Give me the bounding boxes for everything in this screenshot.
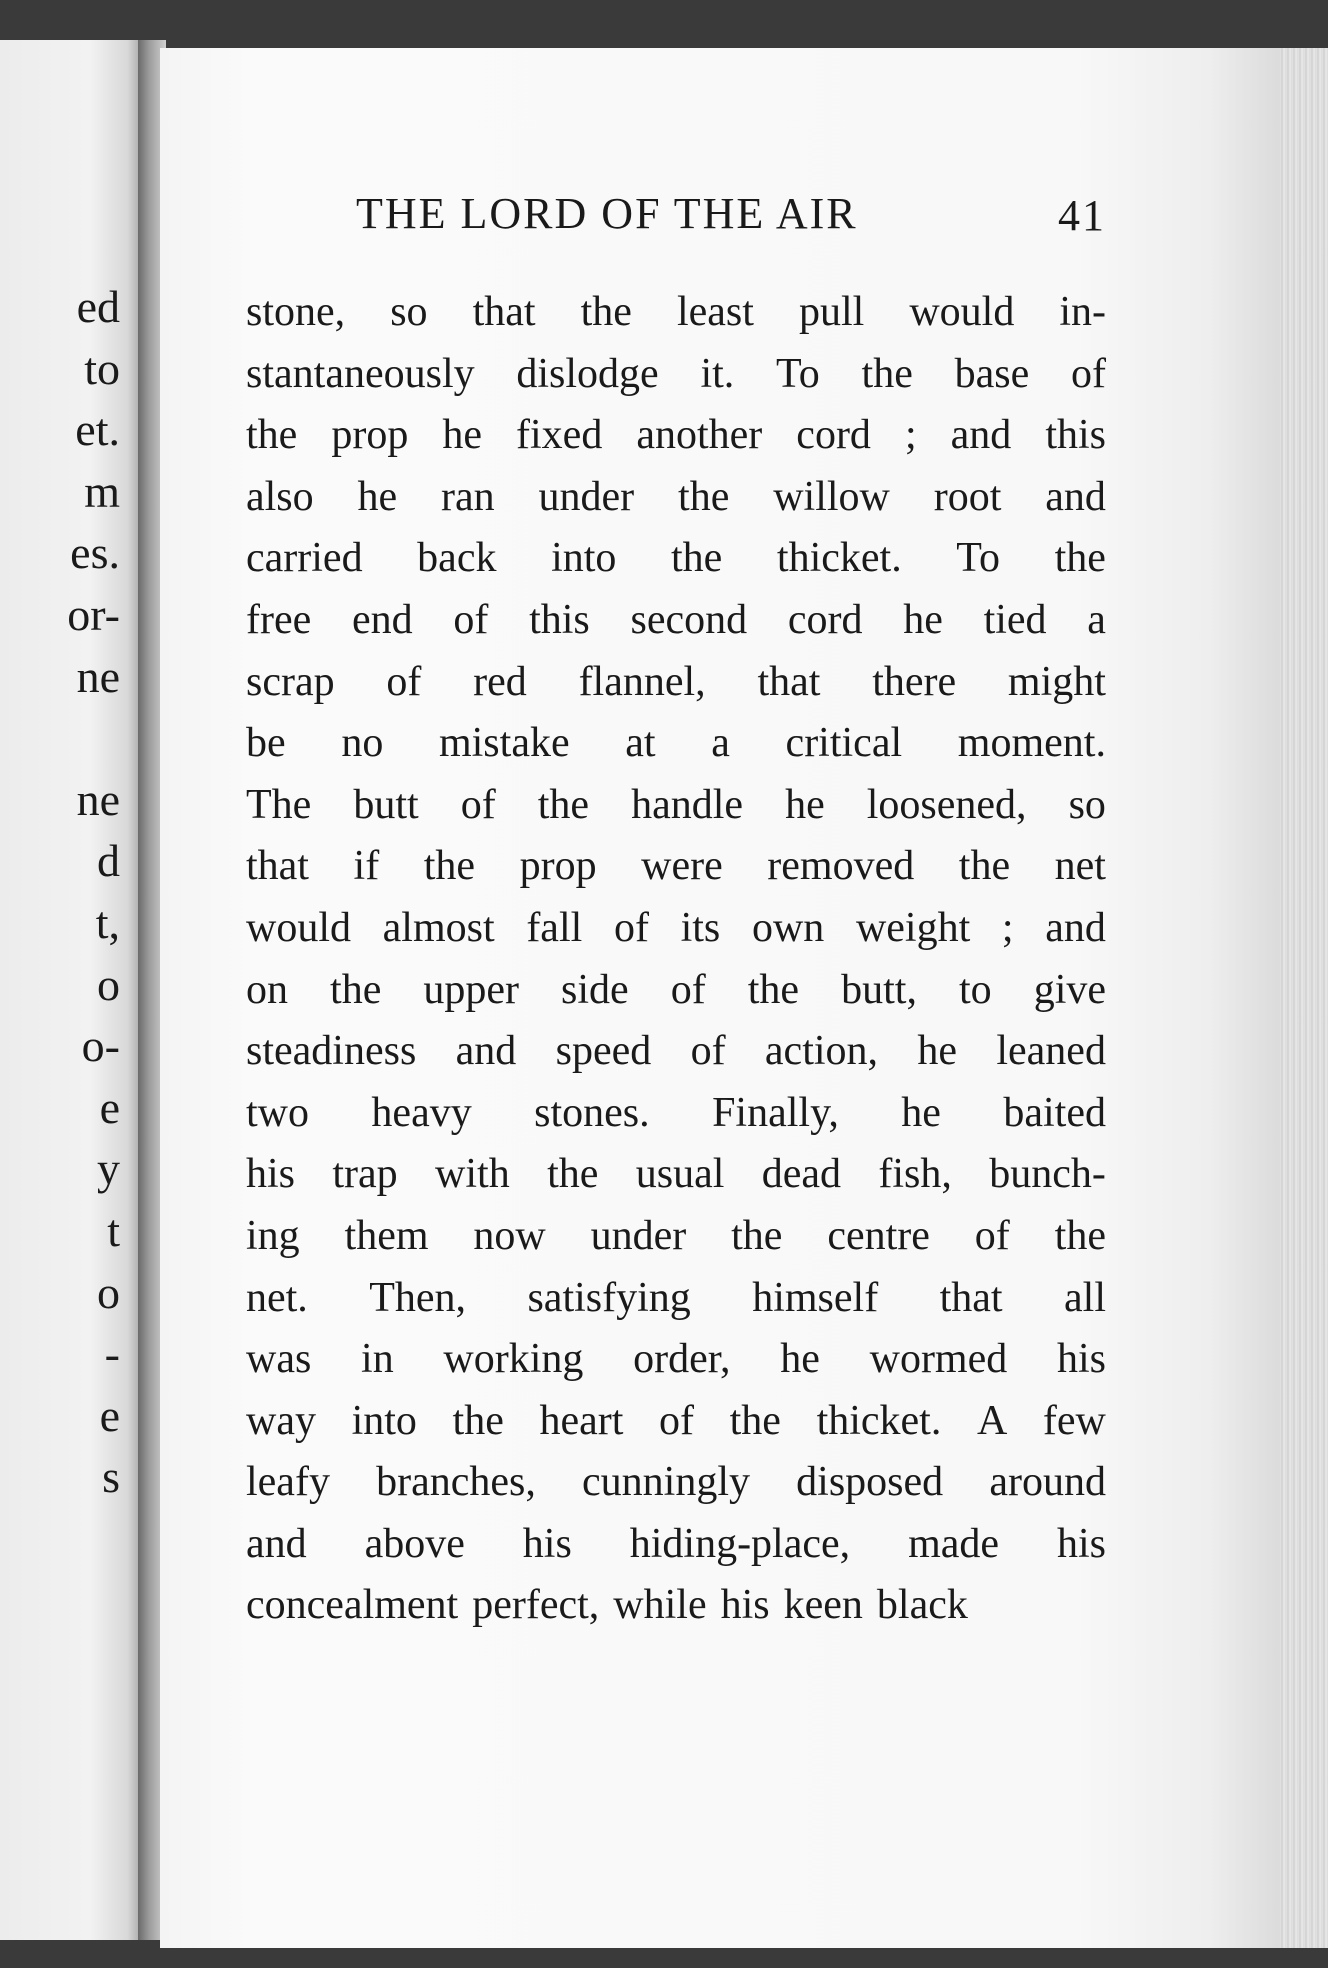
word: a [1087, 596, 1106, 643]
word: the [747, 966, 800, 1013]
word: action, [764, 1028, 879, 1075]
word: this [529, 596, 590, 643]
word: side [561, 966, 629, 1013]
word: his [246, 1151, 296, 1198]
word: it. [700, 350, 735, 397]
left-page-fragment: m [84, 465, 120, 517]
text-line [246, 405, 1106, 467]
text-line [246, 960, 1106, 1022]
word: flannel, [578, 658, 706, 705]
word: in [361, 1336, 394, 1383]
word: disposed [796, 1459, 944, 1506]
word: would [246, 904, 351, 951]
word: so [390, 289, 428, 335]
word: ran [441, 473, 495, 520]
word: stone, [246, 289, 346, 335]
word: base [954, 350, 1030, 397]
left-page-fragment: - [104, 1328, 120, 1380]
word: under [590, 1212, 687, 1259]
word: root [933, 473, 1002, 520]
word: the [580, 289, 632, 335]
word: trap [332, 1151, 398, 1198]
text-line [246, 1514, 1106, 1576]
word: dead [761, 1151, 842, 1198]
word: he [357, 473, 398, 520]
text-line [246, 1268, 1106, 1330]
running-head [356, 188, 1116, 248]
text-line [246, 1083, 1106, 1145]
text-line [246, 898, 1106, 960]
word: of [460, 781, 496, 828]
word: he [901, 1089, 941, 1136]
word: of [690, 1028, 726, 1075]
text-line [246, 836, 1106, 898]
word: and [246, 1520, 307, 1567]
word: into [551, 535, 617, 582]
text-line [246, 344, 1106, 406]
word: Finally, [712, 1089, 839, 1136]
word: he [785, 781, 825, 828]
left-page-fragment [0, 1508, 120, 1570]
word: with [435, 1151, 510, 1198]
word: willow [773, 473, 890, 520]
word: thicket. [816, 1397, 942, 1444]
word: dislodge [516, 350, 659, 397]
word: so [1068, 781, 1106, 828]
word: the [452, 1397, 504, 1444]
left-page-fragment [0, 1569, 120, 1631]
word: butt [353, 781, 419, 828]
text-line [246, 1144, 1106, 1206]
left-page-text-fragments [0, 276, 120, 1631]
word: heavy [371, 1089, 472, 1136]
word: weight [855, 904, 971, 951]
left-page-fragment: ne [76, 650, 120, 702]
word: he [917, 1028, 958, 1075]
running-title: THE LORD OF THE AIR [356, 189, 858, 238]
word: scrap [246, 658, 335, 705]
word: stantaneously [246, 350, 475, 397]
word: ing [246, 1212, 300, 1259]
word: cord [796, 412, 871, 459]
word: red [473, 658, 527, 705]
word: another [636, 412, 763, 459]
left-page-fragment: o [97, 958, 120, 1010]
word: no [341, 720, 384, 767]
word: give [1033, 966, 1106, 1013]
left-page-fragment: o [97, 1266, 120, 1318]
word: speed [555, 1028, 652, 1075]
word: the [423, 843, 476, 890]
text-line [246, 1021, 1106, 1083]
word: he [442, 412, 482, 459]
word: and [1045, 904, 1106, 951]
word: To [956, 535, 1001, 582]
page-number: 41 [1058, 191, 1106, 240]
word: second [630, 596, 748, 643]
word: moment. [957, 720, 1106, 767]
word: way [246, 1397, 316, 1444]
word: himself [752, 1274, 879, 1321]
word: prop [331, 412, 409, 459]
word: the [1054, 1212, 1106, 1259]
word: own [751, 904, 825, 951]
word: perfect, [472, 1582, 600, 1629]
word: and [455, 1028, 517, 1075]
word: the [547, 1151, 599, 1198]
word: hiding-place, [629, 1520, 851, 1567]
word: were [641, 843, 723, 890]
word: ; [904, 412, 917, 459]
word: also [246, 473, 314, 520]
text-line [246, 282, 1106, 344]
word: his [1056, 1336, 1106, 1383]
body-text [246, 282, 1106, 1637]
word: bunch- [989, 1151, 1106, 1198]
word: handle [631, 781, 744, 828]
word: to [958, 966, 992, 1013]
word: and [950, 412, 1012, 459]
word: butt, [841, 966, 917, 1013]
word: of [659, 1397, 695, 1444]
text-line [246, 467, 1106, 529]
word: into [351, 1397, 417, 1444]
word: the [861, 350, 913, 397]
word: the [1054, 535, 1106, 582]
word: of [453, 596, 489, 643]
word: A [976, 1397, 1008, 1444]
word: fixed [516, 412, 603, 459]
word: all [1064, 1274, 1106, 1321]
word: the [330, 966, 382, 1013]
word: he [780, 1336, 820, 1383]
text-line [246, 1391, 1106, 1453]
text-line [246, 652, 1106, 714]
page-edge [1280, 48, 1328, 1948]
word: the [537, 781, 590, 828]
word: heart [539, 1397, 624, 1444]
word: at [625, 720, 656, 767]
word: in- [1059, 289, 1106, 335]
word: them [344, 1212, 429, 1259]
word: centre [827, 1212, 930, 1259]
word: that [757, 658, 821, 705]
left-page-fragment: et. [75, 404, 120, 456]
word: almost [382, 904, 495, 951]
word: loosened, [866, 781, 1027, 828]
word: his [522, 1520, 572, 1567]
left-page-fragment: y [97, 1143, 120, 1195]
text-line [246, 775, 1106, 837]
word: a [711, 720, 730, 767]
word: this [1045, 412, 1106, 459]
word: on [246, 966, 288, 1013]
word: net [1054, 843, 1106, 890]
word: satisfying [527, 1274, 691, 1321]
word: baited [1003, 1089, 1106, 1136]
text-line [246, 590, 1106, 652]
word: made [908, 1520, 1000, 1567]
word: back [417, 535, 497, 582]
left-page-fragment: t, [95, 896, 120, 948]
word: was [246, 1336, 312, 1383]
word: end [351, 596, 413, 643]
word: prop [519, 843, 597, 890]
word: least [676, 289, 754, 335]
word: under [538, 473, 635, 520]
word: leafy [246, 1459, 330, 1506]
word: the [731, 1212, 783, 1259]
word: concealment [246, 1582, 459, 1629]
text-line [246, 713, 1106, 775]
word: that [472, 289, 536, 335]
word: the [678, 473, 730, 520]
word: cunningly [582, 1459, 751, 1506]
word: removed [767, 843, 915, 890]
word: and [1045, 473, 1106, 520]
left-page-fragment: or- [67, 588, 120, 640]
left-page-fragment: es. [70, 527, 120, 579]
left-page-fragment: ne [76, 773, 120, 825]
word: his [1056, 1520, 1106, 1567]
word: The [246, 781, 312, 828]
word: wormed [869, 1336, 1008, 1383]
word: working [443, 1336, 584, 1383]
text-line [246, 1575, 1106, 1637]
left-page-fragment: e [99, 1389, 120, 1441]
word: the [246, 412, 298, 459]
left-page-fragment: d [97, 835, 120, 887]
word: be [246, 720, 286, 767]
text-line [246, 528, 1106, 590]
word: of [386, 658, 422, 705]
word: might [1007, 658, 1106, 705]
left-page-fragment: e [99, 1081, 120, 1133]
word: two [246, 1089, 309, 1136]
word: keen [783, 1582, 863, 1629]
text-line [246, 1329, 1106, 1391]
word: stones. [534, 1089, 650, 1136]
word: of [1070, 350, 1106, 397]
word: black [876, 1582, 968, 1629]
left-page-fragment: o- [81, 1020, 120, 1072]
left-page-fragment [0, 707, 120, 769]
word: fall [526, 904, 583, 951]
word: the [958, 843, 1011, 890]
word: critical [785, 720, 903, 767]
word: of [974, 1212, 1010, 1259]
word: thicket. [776, 535, 902, 582]
word: order, [633, 1336, 731, 1383]
word: tied [983, 596, 1047, 643]
word: To [776, 350, 820, 397]
word: its [680, 904, 721, 951]
word: fish, [878, 1151, 952, 1198]
word: that [939, 1274, 1003, 1321]
word: above [364, 1520, 465, 1567]
word: few [1042, 1397, 1106, 1444]
text-line [246, 1452, 1106, 1514]
word: branches, [376, 1459, 536, 1506]
word: of [670, 966, 706, 1013]
word: steadiness [246, 1028, 417, 1075]
left-page-fragment: t [107, 1204, 120, 1256]
word: the [671, 535, 723, 582]
word: net. [246, 1274, 308, 1321]
word: upper [423, 966, 520, 1013]
word: would [909, 289, 1015, 335]
word: his [720, 1582, 770, 1629]
word: there [872, 658, 957, 705]
word: leaned [996, 1028, 1106, 1075]
word: usual [635, 1151, 725, 1198]
word: now [473, 1212, 546, 1259]
word: ; [1001, 904, 1014, 951]
word: cord [787, 596, 863, 643]
word: that [246, 843, 309, 890]
word: pull [798, 289, 865, 335]
word: around [989, 1459, 1106, 1506]
left-page-fragment: ed [76, 281, 120, 332]
word: while [613, 1582, 707, 1629]
left-page-fragment: s [102, 1451, 120, 1503]
text-line [246, 1206, 1106, 1268]
left-page-fragment: to [84, 342, 120, 394]
word: of [613, 904, 649, 951]
word: if [353, 843, 380, 890]
word: he [903, 596, 943, 643]
word: free [246, 596, 312, 643]
word: Then, [369, 1274, 467, 1321]
word: mistake [438, 720, 570, 767]
word: the [729, 1397, 781, 1444]
word: carried [246, 535, 363, 582]
